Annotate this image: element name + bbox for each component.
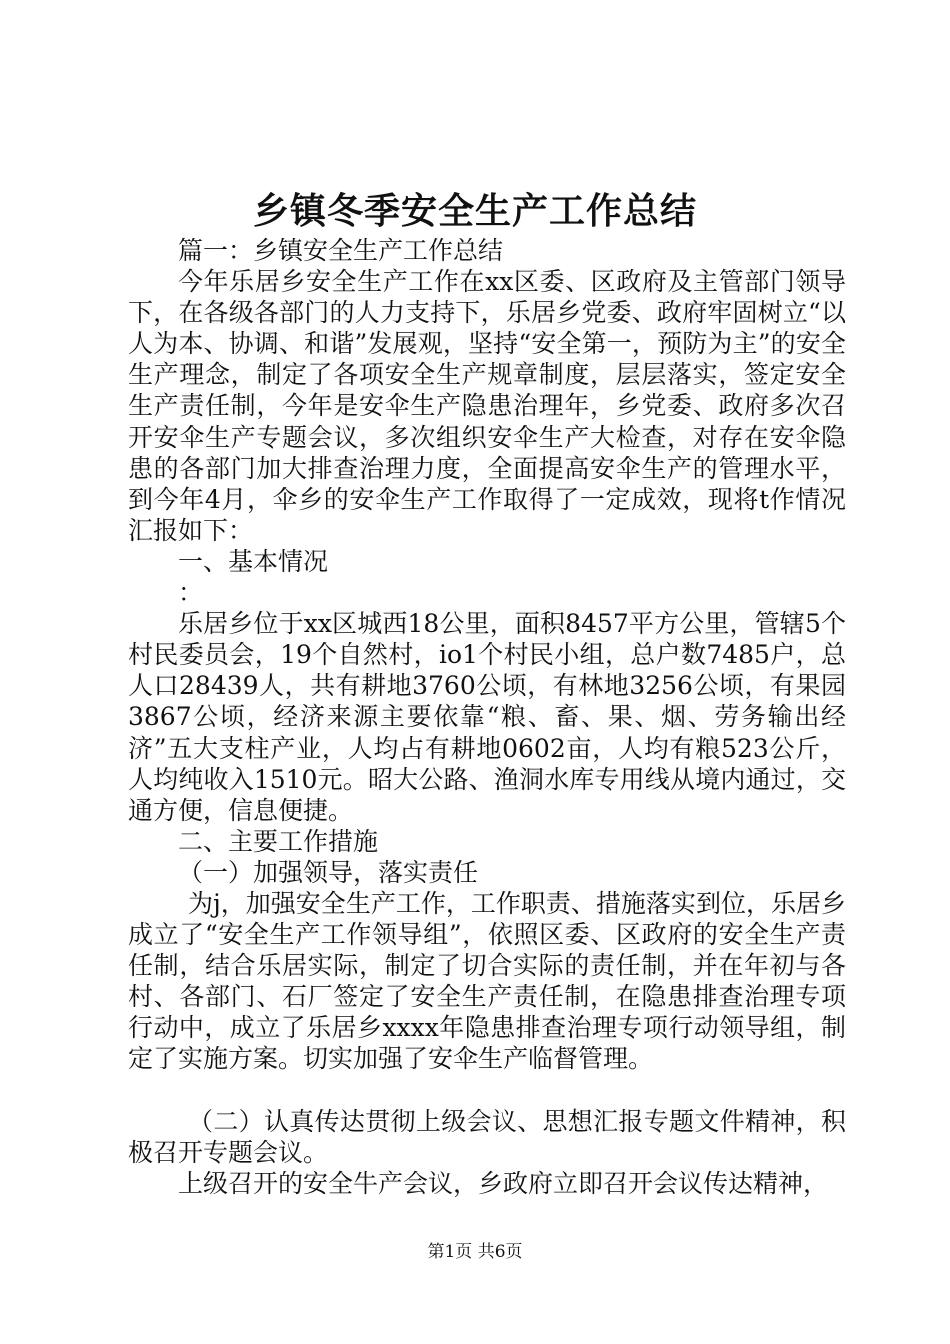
document-title: 乡镇冬季安全生产工作总结 — [252, 190, 697, 232]
page-footer: 第1页 共6页 — [427, 1242, 523, 1262]
section-heading: 一、基本情况 — [178, 546, 329, 576]
subsection-heading: （二）认真传达贯彻上级会议、思想汇报专题文件精神，积极召开专题会议。 — [128, 1106, 846, 1167]
body-paragraph: 乐居乡位于xx区城西18公里，面积8457平方公里，管辖5个村民委员会，19个自然村，io1个村民小组，总户数7485户，总人口28439人，共有耕地3760公顷，有林地3256公顷，有果园3867公顷，经济来源主要依靠“粮、畜、果、烟、劳务输出经济”五大支柱产业，人均占有耕地0602亩，人均有粮523公斤，人均纯收入1510元。昭大公路、渔洞水库专用线从境内通过，交通方便，信息便捷。 — [128, 609, 846, 825]
body-paragraph: 为j，加强安全生产工作，工作职责、措施落实到位，乐居乡成立了“安全生产工作领导组”，依照区委、区政府的安全生产责任制，结合乐居实际，制定了切合实际的责任制，并在年初与各村、各部门、石厂签定了安全生产责任制，在隐患排查治理专项行动中，成立了乐居乡xxxx年隐患排查治理专项行动领导组，制定了实施方案。切实加强了安伞生产临督管理。 — [128, 888, 846, 1074]
section-heading: 篇一：乡镇安全生产工作总结 — [178, 236, 504, 265]
body-paragraph: ： — [178, 578, 204, 608]
body-paragraph: 今年乐居乡安全生产工作在xx区委、区政府及主管部门领导下，在各级各部门的人力支持下，乐居乡党委、政府牢固树立“以人为本、协调、和谐”发展观，坚持“安全第一，预防为主”的安全生产理念，制定了各项安全生产规章制度，层层落实，签定安全生产责任制，今年是安伞生产隐患治理年，乡党委、政府多次召开安伞生产专题会议，多次组织安伞生产大检查，对存在安伞隐患的各部门加大排查治理力度，全面提高安伞生产的管理水平，到今年4月，伞乡的安伞生产工作取得了一定成效，现将t作情况汇报如下： — [128, 267, 846, 545]
subsection-heading: （一）加强领导，落实责任 — [178, 857, 479, 887]
section-heading: 二、主要工作措施 — [178, 826, 379, 856]
paragraph-gap — [128, 1075, 846, 1106]
document-body — [128, 235, 846, 1199]
body-paragraph: 上级召开的安全牛产会议，乡政府立即召开会议传达精神， — [178, 1168, 829, 1198]
